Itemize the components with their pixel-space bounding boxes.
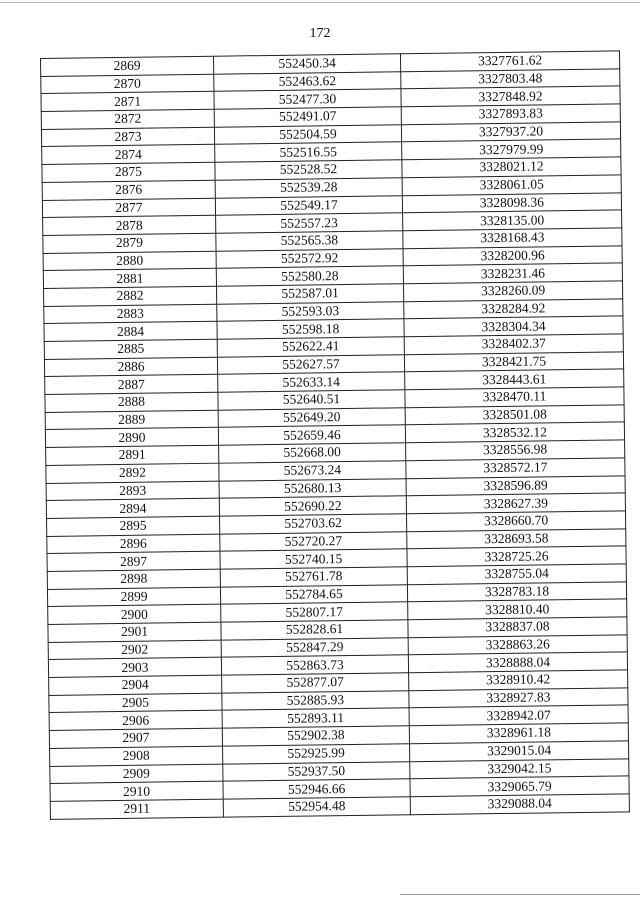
point-number-cell: 2873: [41, 127, 214, 147]
point-number-cell: 2897: [47, 551, 220, 571]
y-coordinate-cell: 3328098.36: [402, 192, 621, 213]
x-coordinate-cell: 552761.78: [220, 567, 407, 587]
point-number-cell: 2899: [47, 587, 220, 607]
x-coordinate-cell: 552593.03: [217, 301, 404, 321]
x-coordinate-cell: 552491.07: [214, 107, 401, 127]
x-coordinate-cell: 552902.38: [222, 726, 409, 746]
point-number-cell: 2901: [48, 622, 221, 642]
x-coordinate-cell: 552450.34: [213, 54, 400, 74]
coordinates-table: [40, 50, 630, 819]
point-number-cell: 2874: [42, 145, 215, 165]
point-number-cell: 2907: [49, 728, 222, 748]
x-coordinate-cell: 552557.23: [216, 213, 403, 233]
x-coordinate-cell: 552847.29: [221, 637, 408, 657]
y-coordinate-cell: 3328927.83: [409, 688, 628, 709]
point-number-cell: 2902: [48, 640, 221, 660]
x-coordinate-cell: 552633.14: [218, 372, 405, 392]
point-number-cell: 2890: [45, 428, 218, 448]
point-number-cell: 2886: [44, 357, 217, 377]
x-coordinate-cell: 552598.18: [217, 319, 404, 339]
point-number-cell: 2875: [42, 162, 215, 182]
x-coordinate-cell: 552703.62: [220, 514, 407, 534]
page-number: 172: [309, 26, 331, 41]
point-number-cell: 2904: [49, 675, 222, 695]
x-coordinate-cell: 552640.51: [218, 390, 405, 410]
y-coordinate-cell: 3328501.08: [405, 405, 624, 426]
x-coordinate-cell: 552659.46: [218, 425, 405, 445]
y-coordinate-cell: 3328168.43: [403, 228, 622, 249]
x-coordinate-cell: 552893.11: [222, 708, 409, 728]
x-coordinate-cell: 552668.00: [219, 443, 406, 463]
y-coordinate-cell: 3328888.04: [408, 652, 627, 673]
point-number-cell: 2905: [49, 693, 222, 713]
point-number-cell: 2889: [45, 410, 218, 430]
y-coordinate-cell: 3328260.09: [403, 281, 622, 302]
point-number-cell: 2909: [50, 764, 223, 784]
x-coordinate-cell: 552587.01: [217, 284, 404, 304]
x-coordinate-cell: 552622.41: [217, 337, 404, 357]
x-coordinate-cell: 552680.13: [219, 478, 406, 498]
x-coordinate-cell: 552565.38: [216, 231, 403, 251]
point-number-cell: 2883: [44, 304, 217, 324]
y-coordinate-cell: 3328470.11: [405, 387, 624, 408]
point-number-cell: 2903: [48, 658, 221, 678]
x-coordinate-cell: 552740.15: [220, 549, 407, 569]
point-number-cell: 2876: [42, 180, 215, 200]
point-number-cell: 2872: [41, 109, 214, 129]
x-coordinate-cell: 552863.73: [221, 655, 408, 675]
x-coordinate-cell: 552937.50: [223, 761, 410, 781]
y-coordinate-cell: 3327979.99: [402, 139, 621, 160]
top-rule: [0, 2, 640, 3]
y-coordinate-cell: 3328755.04: [407, 564, 626, 585]
y-coordinate-cell: 3328284.92: [404, 299, 623, 320]
x-coordinate-cell: 552549.17: [215, 195, 402, 215]
point-number-cell: 2910: [50, 781, 223, 801]
y-coordinate-cell: 3328810.40: [408, 599, 627, 620]
y-coordinate-cell: 3329065.79: [410, 776, 629, 797]
point-number-cell: 2896: [47, 534, 220, 554]
x-coordinate-cell: 552877.07: [222, 673, 409, 693]
x-coordinate-cell: 552925.99: [223, 744, 410, 764]
y-coordinate-cell: 3328421.75: [404, 352, 623, 373]
point-number-cell: 2881: [43, 268, 216, 288]
point-number-cell: 2894: [46, 498, 219, 518]
point-number-cell: 2877: [42, 198, 215, 218]
point-number-cell: 2885: [44, 339, 217, 359]
point-number-cell: 2870: [41, 74, 214, 94]
y-coordinate-cell: 3328961.18: [409, 723, 628, 744]
x-coordinate-cell: 552784.65: [220, 584, 407, 604]
point-number-cell: 2908: [50, 746, 223, 766]
x-coordinate-cell: 552477.30: [214, 89, 401, 109]
table-body: [41, 51, 630, 819]
y-coordinate-cell: 3327848.92: [401, 86, 620, 107]
y-coordinate-cell: 3328556.98: [406, 440, 625, 461]
y-coordinate-cell: 3328627.39: [406, 493, 625, 514]
y-coordinate-cell: 3328200.96: [403, 245, 622, 266]
y-coordinate-cell: 3328596.89: [406, 475, 625, 496]
x-coordinate-cell: 552720.27: [220, 531, 407, 551]
y-coordinate-cell: 3328135.00: [403, 210, 622, 231]
coordinates-table-wrapper: [40, 50, 626, 819]
point-number-cell: 2888: [45, 392, 218, 412]
x-coordinate-cell: 552828.61: [221, 620, 408, 640]
x-coordinate-cell: 552539.28: [215, 178, 402, 198]
y-coordinate-cell: 3327893.83: [401, 104, 620, 125]
point-number-cell: 2900: [48, 604, 221, 624]
point-number-cell: 2879: [43, 233, 216, 253]
y-coordinate-cell: 3328231.46: [403, 263, 622, 284]
y-coordinate-cell: 3329042.15: [410, 758, 629, 779]
point-number-cell: 2882: [44, 286, 217, 306]
x-coordinate-cell: 552504.59: [214, 125, 401, 145]
y-coordinate-cell: 3328532.12: [405, 422, 624, 443]
y-coordinate-cell: 3328725.26: [407, 546, 626, 567]
y-coordinate-cell: 3328021.12: [402, 157, 621, 178]
y-coordinate-cell: 3329088.04: [410, 794, 629, 815]
x-coordinate-cell: 552516.55: [215, 142, 402, 162]
x-coordinate-cell: 552673.24: [219, 461, 406, 481]
y-coordinate-cell: 3328304.34: [404, 316, 623, 337]
y-coordinate-cell: 3328572.17: [406, 458, 625, 479]
y-coordinate-cell: 3328061.05: [402, 175, 621, 196]
x-coordinate-cell: 552885.93: [222, 690, 409, 710]
point-number-cell: 2893: [46, 481, 219, 501]
y-coordinate-cell: 3328910.42: [409, 670, 628, 691]
y-coordinate-cell: 3327937.20: [401, 122, 620, 143]
x-coordinate-cell: 552580.28: [216, 266, 403, 286]
point-number-cell: 2884: [44, 322, 217, 342]
x-coordinate-cell: 552807.17: [221, 602, 408, 622]
x-coordinate-cell: 552572.92: [216, 248, 403, 268]
point-number-cell: 2869: [41, 56, 214, 76]
y-coordinate-cell: 3328942.07: [409, 705, 628, 726]
point-number-cell: 2906: [49, 711, 222, 731]
point-number-cell: 2892: [46, 463, 219, 483]
point-number-cell: 2911: [50, 799, 223, 819]
point-number-cell: 2878: [43, 215, 216, 235]
x-coordinate-cell: 552946.66: [223, 779, 410, 799]
y-coordinate-cell: 3327761.62: [400, 51, 619, 72]
y-coordinate-cell: 3329015.04: [410, 741, 629, 762]
point-number-cell: 2895: [47, 516, 220, 536]
y-coordinate-cell: 3328443.61: [405, 369, 624, 390]
y-coordinate-cell: 3327803.48: [401, 69, 620, 90]
point-number-cell: 2871: [41, 92, 214, 112]
y-coordinate-cell: 3328402.37: [404, 334, 623, 355]
x-coordinate-cell: 552954.48: [223, 797, 410, 817]
point-number-cell: 2898: [47, 569, 220, 589]
x-coordinate-cell: 552463.62: [214, 71, 401, 91]
x-coordinate-cell: 552528.52: [215, 160, 402, 180]
y-coordinate-cell: 3328863.26: [408, 635, 627, 656]
y-coordinate-cell: 3328693.58: [407, 528, 626, 549]
y-coordinate-cell: 3328837.08: [408, 617, 627, 638]
bottom-rule: [400, 894, 640, 895]
x-coordinate-cell: 552627.57: [217, 354, 404, 374]
point-number-cell: 2880: [43, 251, 216, 271]
y-coordinate-cell: 3328783.18: [407, 581, 626, 602]
x-coordinate-cell: 552649.20: [218, 408, 405, 428]
y-coordinate-cell: 3328660.70: [406, 511, 625, 532]
point-number-cell: 2891: [46, 445, 219, 465]
x-coordinate-cell: 552690.22: [219, 496, 406, 516]
point-number-cell: 2887: [45, 375, 218, 395]
